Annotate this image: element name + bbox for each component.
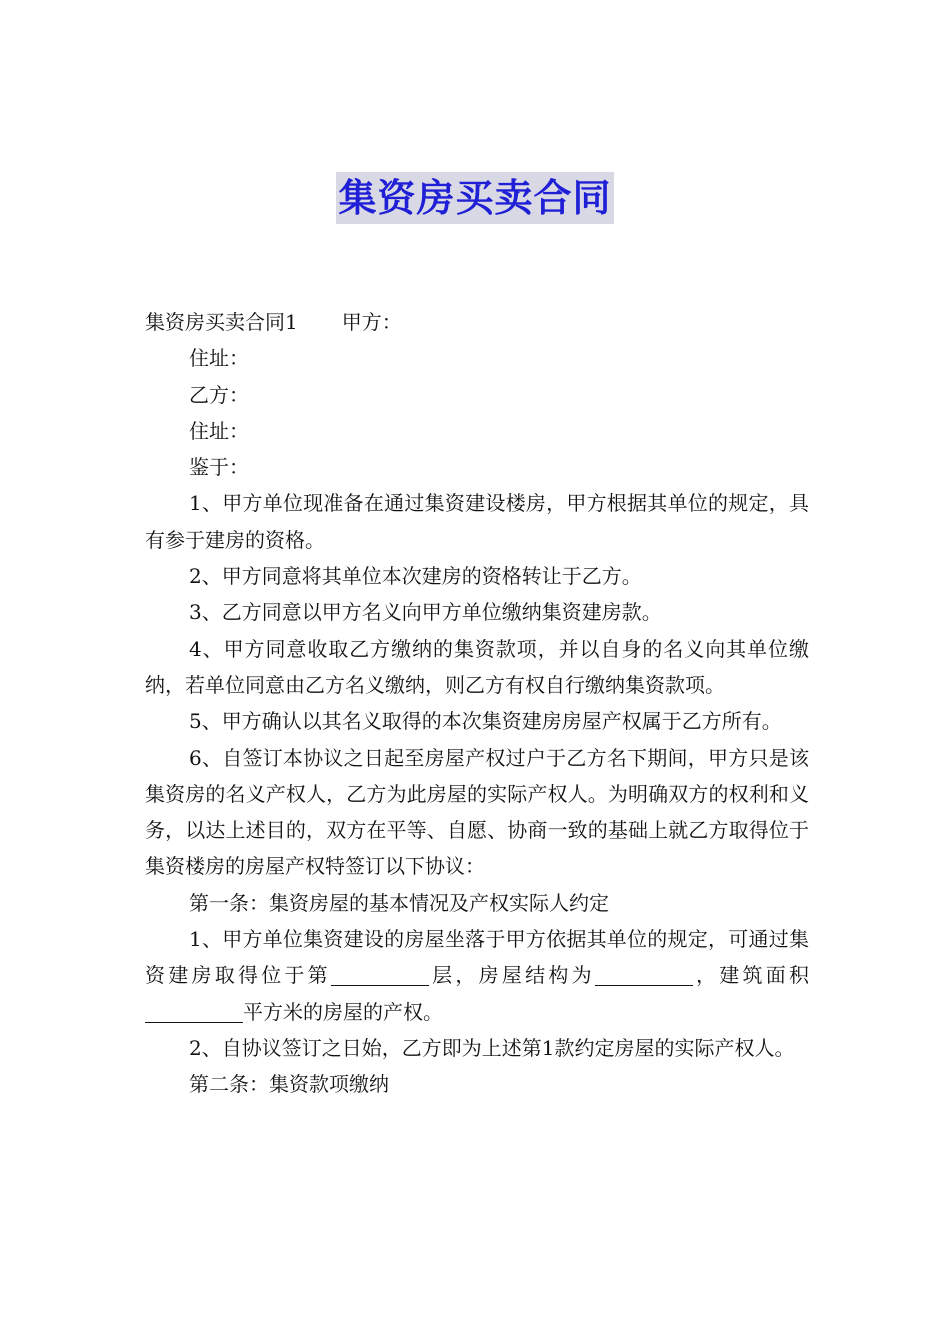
clause-2: 2、甲方同意将其单位本次建房的资格转让于乙方。 <box>189 564 642 589</box>
clause-5: 5、甲方确认以其名义取得的本次集资建房房屋产权属于乙方所有。 <box>189 709 782 734</box>
item-1-text-b: 层，房屋结构为 <box>428 963 595 988</box>
address-a-label: 住址： <box>189 346 249 371</box>
clause-6: 6、自签订本协议之日起至房屋产权过户于乙方名下期间，甲方只是该集资房的名义产权人，乙方为此房屋的实际产权人。为明确双方的权利和义务，以达上述目的，双方在平等、自愿、协商一致的基础上就乙方取得位于集资楼房的房屋产权特签订以下协议： <box>145 745 809 879</box>
clause-4: 4、甲方同意收取乙方缴纳的集资款项，并以自身的名义向其单位缴纳，若单位同意由乙方名义缴纳，则乙方有权自行缴纳集资款项。 <box>145 636 809 697</box>
area-blank[interactable] <box>145 1000 243 1023</box>
party-a-label: 甲方： <box>341 310 402 334</box>
contract-heading: 集资房买卖合同1 <box>145 310 298 334</box>
clause-1: 1、甲方单位现准备在通过集资建设楼房，甲方根据其单位的规定，具有参于建房的资格。 <box>145 491 809 552</box>
title-block <box>0 172 950 224</box>
article-1-item-2: 2、自协议签订之日始，乙方即为上述第1款约定房屋的实际产权人。 <box>189 1035 795 1060</box>
address-b-label: 住址： <box>189 418 249 443</box>
structure-blank[interactable] <box>595 963 693 986</box>
document-body <box>145 304 809 1103</box>
party-b-label: 乙方： <box>189 382 249 407</box>
document-title: 集资房买卖合同 <box>336 172 613 224</box>
intro-line <box>145 304 809 340</box>
item-1-text-c: ，建筑面积 <box>692 963 810 988</box>
clause-3: 3、乙方同意以甲方名义向甲方单位缴纳集资建房款。 <box>189 600 662 625</box>
floor-blank[interactable] <box>331 963 429 986</box>
article-2-heading: 第二条：集资款项缴纳 <box>189 1072 389 1097</box>
article-1-item-1 <box>145 921 809 1030</box>
article-1-heading: 第一条：集资房屋的基本情况及产权实际人约定 <box>189 890 609 915</box>
item-1-text-a: 1、甲方单位集资建设的房屋坐落于甲方依据其单位的规定，可通过集资建房取得位于第 <box>145 927 809 988</box>
whereas-label: 鉴于： <box>189 455 249 480</box>
item-1-text-d: 平方米的房屋的产权。 <box>243 999 443 1024</box>
